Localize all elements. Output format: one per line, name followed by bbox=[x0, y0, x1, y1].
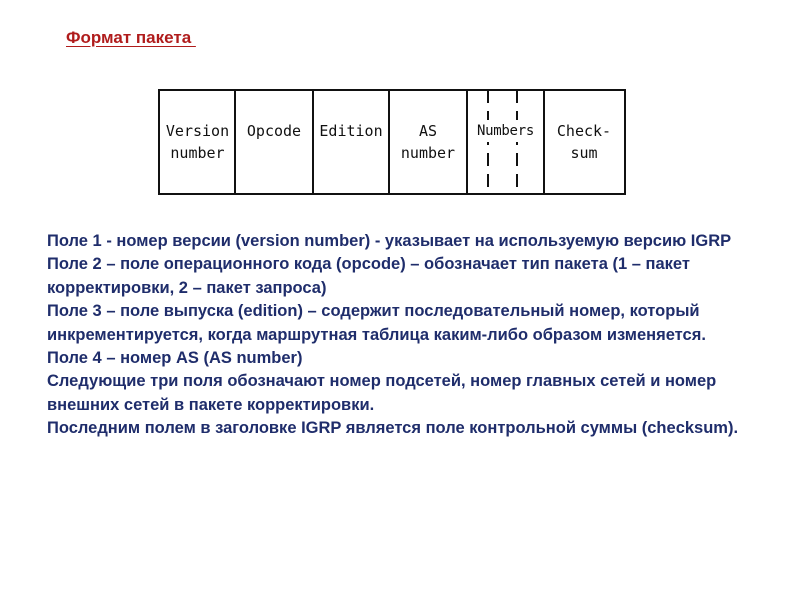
field-edition: Edition bbox=[319, 122, 383, 140]
field-numbers: Numbers bbox=[467, 89, 544, 195]
field-opcode: Opcode bbox=[246, 122, 302, 140]
field-version-number: Version number bbox=[165, 122, 230, 162]
field-as-number: AS number bbox=[400, 122, 456, 162]
description-checksum: Последним полем в заголовке IGRP является поле контрольной суммы (checksum). bbox=[47, 419, 739, 438]
field-descriptions bbox=[47, 230, 787, 441]
field-checksum: Check- sum bbox=[556, 122, 612, 162]
description-next-fields: Следующие три поля обозначают номер подсетей, номер главных сетей и номер внешних сетей в пакете корректировки. bbox=[47, 372, 717, 414]
packet-format-diagram bbox=[158, 89, 626, 195]
description-field-1: Поле 1 - номер версии (version number) - указывает на используемую версию IGRP bbox=[47, 232, 732, 250]
description-field-3: Поле 3 – поле выпуска (edition) – содержит последовательный номер, который инкрементируется, когда маршрутная таблица каким-либо образом изменяется. bbox=[47, 302, 706, 344]
description-field-4: Поле 4 – номер AS (AS number) bbox=[47, 349, 303, 368]
description-field-2: Поле 2 – поле операционного кода (opcode) – обозначает тип пакета (1 – пакет корректировки, 2 – пакет запроса) bbox=[47, 255, 690, 297]
slide-title: Формат пакета bbox=[66, 28, 196, 47]
